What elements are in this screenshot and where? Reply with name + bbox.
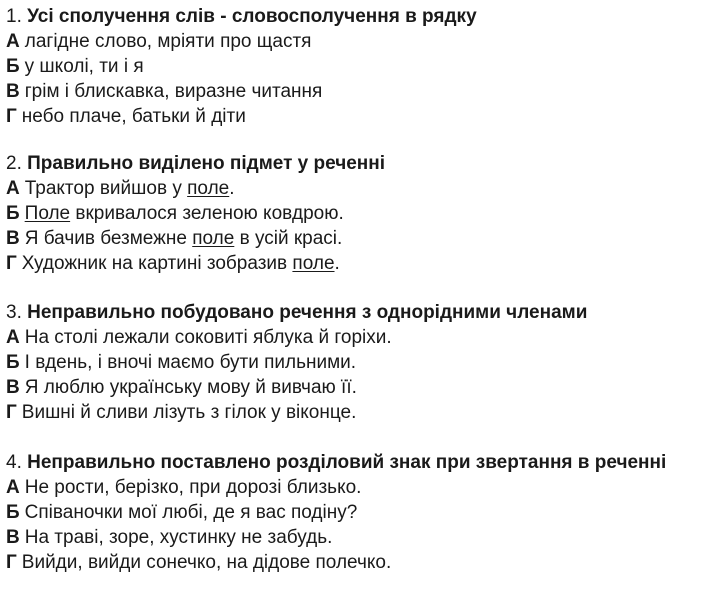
option-letter: Б	[6, 56, 20, 77]
option-letter: Б	[6, 352, 20, 373]
option-text: Вийди, вийди сонечко, на дідове полечко.	[21, 552, 392, 573]
option-a	[6, 475, 718, 500]
option-letter: В	[6, 228, 20, 249]
option-letter: Г	[6, 402, 17, 423]
option-letter: А	[6, 31, 20, 52]
option-letter: А	[6, 178, 20, 199]
option-letter: А	[6, 327, 20, 348]
question-2	[6, 151, 718, 276]
question-text: Неправильно побудовано речення з однорідними членами	[27, 302, 588, 323]
question-number: 4.	[6, 452, 22, 473]
option-letter: В	[6, 527, 20, 548]
option-text-end: .	[229, 178, 235, 199]
option-text-end: в усій красі.	[234, 228, 343, 249]
option-letter: Г	[6, 253, 17, 274]
question-title	[6, 4, 718, 29]
option-text: І вдень, і вночі маємо бути пильними.	[24, 352, 357, 373]
option-h	[6, 251, 718, 276]
option-text-end: .	[334, 253, 340, 274]
option-b	[6, 500, 718, 525]
option-v	[6, 226, 718, 251]
question-1	[6, 4, 718, 129]
option-text: лагідне слово, мріяти про щастя	[24, 31, 312, 52]
question-title	[6, 450, 718, 475]
option-h	[6, 104, 718, 129]
option-b	[6, 54, 718, 79]
option-text: Вишні й сливи лізуть з гілок у віконце.	[21, 402, 357, 423]
underlined-subject: поле	[292, 253, 335, 274]
option-v	[6, 525, 718, 550]
option-b	[6, 350, 718, 375]
option-h	[6, 400, 718, 425]
option-letter: А	[6, 477, 20, 498]
option-b	[6, 201, 718, 226]
option-letter: В	[6, 81, 20, 102]
question-number: 2.	[6, 153, 22, 174]
option-text: у школі, ти і я	[24, 56, 144, 77]
question-4	[6, 450, 718, 575]
question-3	[6, 300, 718, 425]
option-h	[6, 550, 718, 575]
question-text: Усі сполучення слів - словосполучення в рядку	[27, 6, 477, 27]
question-text: Правильно виділено підмет у реченні	[27, 153, 386, 174]
option-a	[6, 29, 718, 54]
underlined-subject: поле	[192, 228, 235, 249]
question-title	[6, 151, 718, 176]
option-text: Художник на картині зобразив	[21, 253, 293, 274]
option-letter: Б	[6, 203, 20, 224]
option-text: На столі лежали соковиті яблука й горіхи.	[24, 327, 392, 348]
option-text: грім і блискавка, виразне читання	[24, 81, 323, 102]
option-text: Трактор вийшов у	[24, 178, 188, 199]
question-number: 3.	[6, 302, 22, 323]
underlined-subject: Поле	[24, 203, 71, 224]
option-text: Я бачив безмежне	[24, 228, 193, 249]
option-v	[6, 375, 718, 400]
option-v	[6, 79, 718, 104]
question-number: 1.	[6, 6, 22, 27]
option-letter: Г	[6, 552, 17, 573]
option-a	[6, 176, 718, 201]
question-text: Неправильно поставлено розділовий знак при звертання в реченні	[27, 452, 667, 473]
underlined-subject: поле	[187, 178, 230, 199]
option-text-end: вкривалося зеленою ковдрою.	[70, 203, 344, 224]
option-text: небо плаче, батьки й діти	[21, 106, 246, 127]
option-text: Не рости, берізко, при дорозі близько.	[24, 477, 362, 498]
option-a	[6, 325, 718, 350]
question-title	[6, 300, 718, 325]
option-letter: Б	[6, 502, 20, 523]
option-text: На траві, зоре, хустинку не забудь.	[24, 527, 333, 548]
option-letter: В	[6, 377, 20, 398]
option-text: Співаночки мої любі, де я вас подіну?	[24, 502, 358, 523]
option-text: Я люблю українську мову й вивчаю її.	[24, 377, 357, 398]
option-letter: Г	[6, 106, 17, 127]
